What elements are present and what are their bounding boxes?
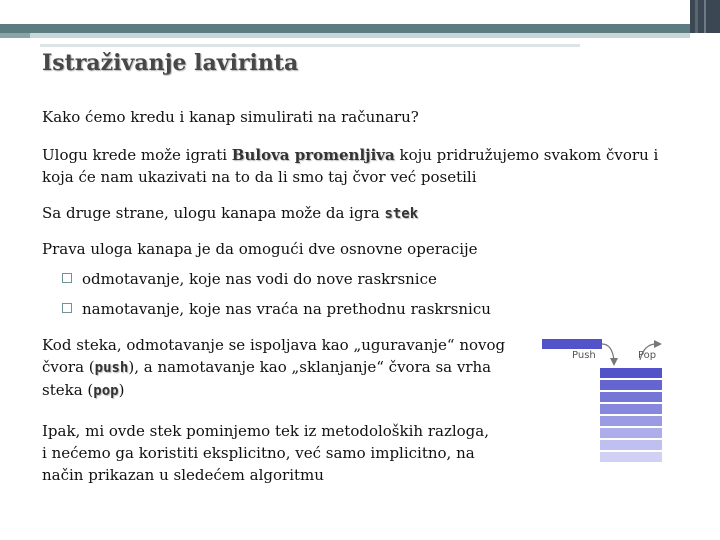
paragraph-chalk: [42, 144, 682, 188]
stack-cell: [600, 416, 662, 426]
stack-cell: [600, 428, 662, 438]
bullet-square-icon: [62, 303, 72, 313]
push-label: Push: [572, 350, 596, 361]
header-corner-stripe: [704, 0, 706, 33]
stack-cell: [600, 452, 662, 462]
pop-arrowhead: [654, 340, 662, 348]
pop-label: Pop: [638, 350, 657, 361]
stack-figure: [600, 368, 662, 464]
paragraph-operations: Prava uloga kanapa je da omogući dve osnovne operacije: [42, 240, 478, 258]
list-item: [62, 298, 491, 320]
list-item-text: odmotavanje, koje nas vodi do nove raskrsnice: [82, 270, 437, 288]
paragraph-conclusion: Ipak, mi ovde stek pominjemo tek iz metodoloških razloga, i nećemo ga koristiti eksplicitno, već samo implicitno, na način prikazan u sledećem algoritmu: [42, 422, 489, 484]
header-band-light: [30, 33, 690, 38]
stack-cell: [600, 404, 662, 414]
header-corner-stripe: [695, 0, 698, 33]
keyword-pop: pop: [93, 383, 119, 399]
text-segment: Ulogu krede može igrati: [42, 146, 232, 164]
slide-header-decoration: [0, 0, 720, 24]
title-underline: [40, 44, 580, 47]
list-item-text: namotavanje, koje nas vraća na prethodnu raskrsnicu: [82, 300, 491, 318]
text-segment: ): [118, 381, 125, 399]
paragraph-push-pop: [42, 334, 512, 402]
push-arrow: [602, 344, 614, 360]
paragraph-rope: [42, 202, 418, 225]
text-segment: ), a namotavanje kao „sklanjanje“ čvora sa vrha steka (: [42, 358, 492, 399]
text-segment: Kod steka, odmotavanje se ispoljava kao „uguravanje“ novog čvora (: [42, 336, 506, 376]
header-band: [0, 24, 690, 33]
stack-cell: [600, 392, 662, 402]
keyword-push: push: [94, 360, 129, 376]
stack-cell: [600, 368, 662, 378]
list-item: [62, 268, 437, 290]
text-segment: Sa druge strane, ulogu kanapa može da igra: [42, 204, 385, 222]
push-arrowhead: [610, 358, 618, 366]
bullet-square-icon: [62, 273, 72, 283]
paragraph-question: Kako ćemo kredu i kanap simulirati na računaru?: [42, 108, 419, 126]
slide-title: Istraživanje lavirinta: [42, 50, 299, 76]
keyword-stack: stek: [384, 206, 419, 222]
header-band-accent: [0, 33, 30, 38]
stack-cell: [600, 380, 662, 390]
stack-cell: [600, 440, 662, 450]
text-segment: koju pridružujemo svakom čvoru i koja će nam ukazivati na to da li smo taj čvor već posetili: [42, 146, 659, 186]
keyword-boolean: Bulova promenljiva: [231, 146, 395, 164]
